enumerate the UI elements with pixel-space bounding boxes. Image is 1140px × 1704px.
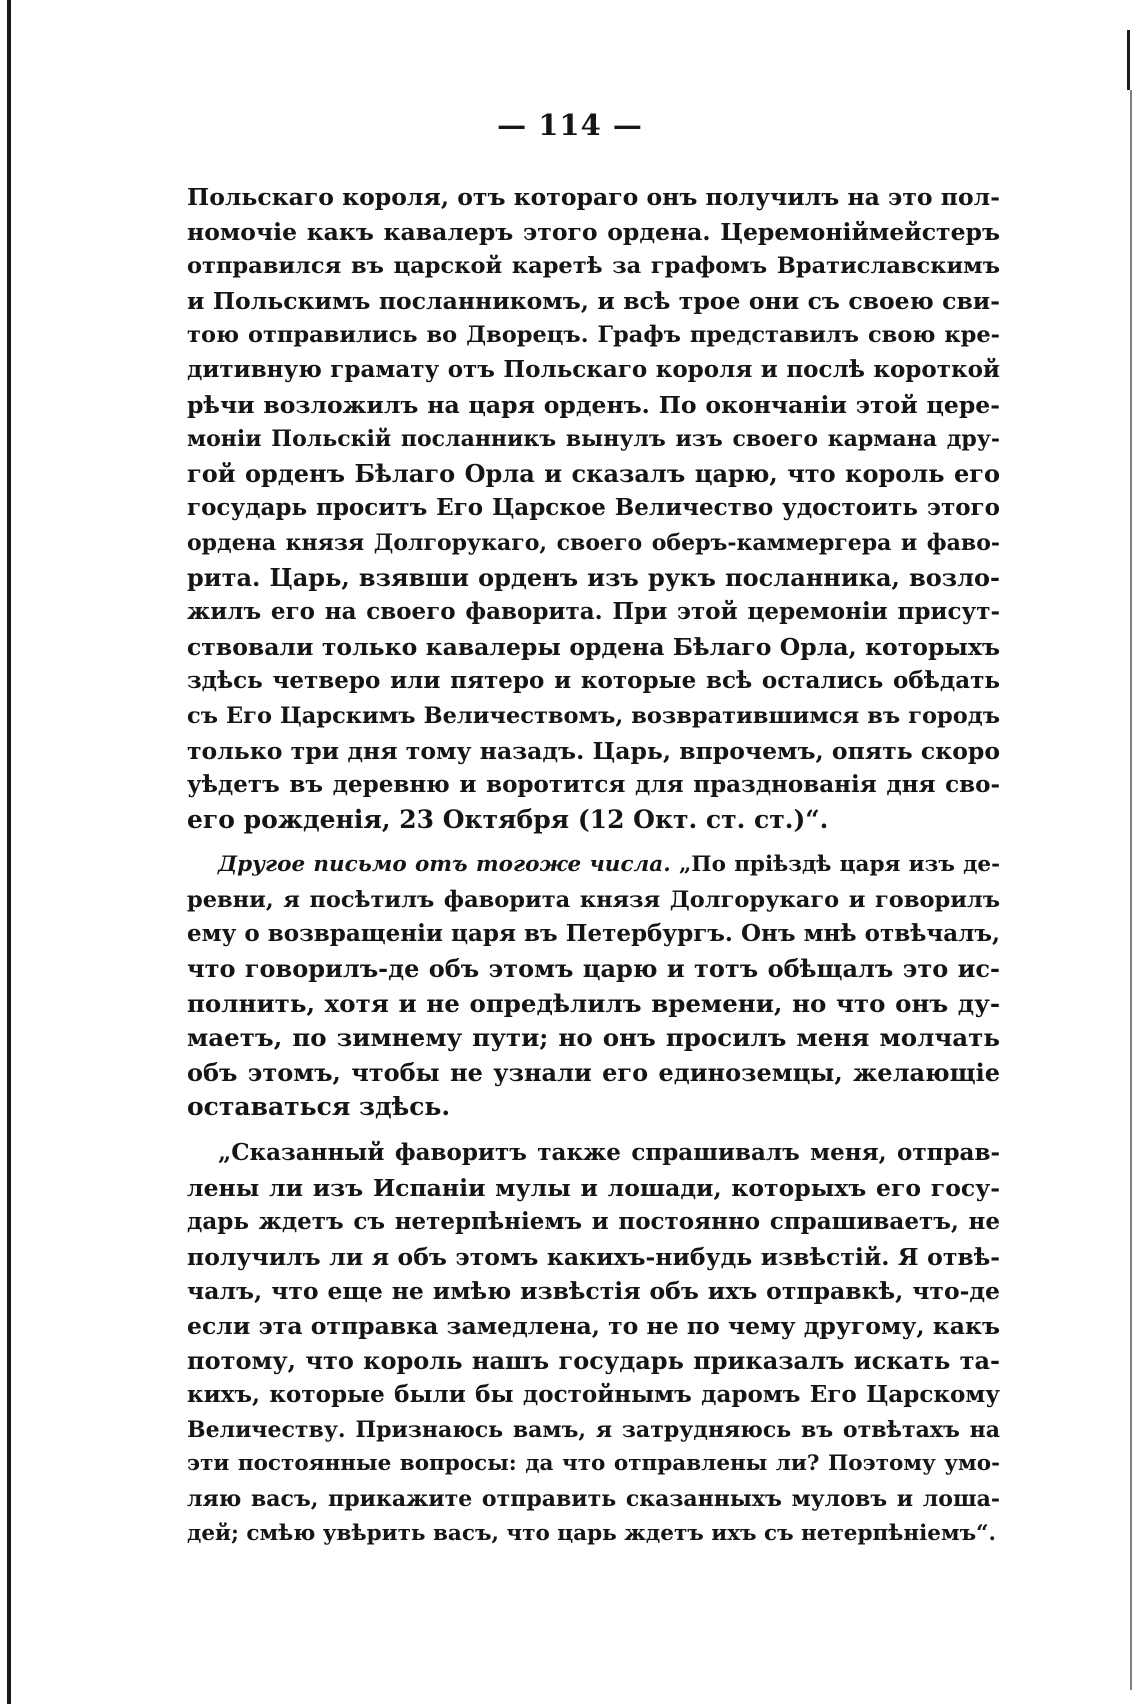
- text-line: здѣсь четверо или пятеро и которые всѣ остались обѣдать: [187, 667, 1000, 695]
- text-line: номочіе какъ кавалеръ этого ордена. Церемоніймейстеръ: [187, 217, 1000, 246]
- text-line: кихъ, которые были бы достойнымъ даромъ Его Царскому: [187, 1381, 1000, 1409]
- text-line: рита. Царь, взявши орденъ изъ рукъ посланника, возло-: [187, 562, 1000, 592]
- text-line: его рожденія, 23 Октября (12 Окт. ст. ст.)“.: [187, 804, 829, 834]
- text-line: и Польскимъ посланникомъ, и всѣ трое они съ своею сви-: [187, 286, 1000, 315]
- right-scan-edge: [1130, 90, 1132, 1690]
- text-line: только три дня тому назадъ. Царь, впрочемъ, опять скоро: [187, 736, 1000, 765]
- text-line: оставаться здѣсь.: [187, 1092, 451, 1122]
- paragraph-3: [187, 1136, 1000, 1551]
- text-line: тою отправились во Дворецъ. Графъ представилъ свою кре-: [187, 322, 1000, 349]
- text-line: маетъ, по зимнему пути; но онъ просилъ меня молчать: [187, 1023, 1000, 1053]
- text-line: дей; смѣю увѣрить васъ, что царь ждетъ ихъ съ нетерпѣніемъ“.: [187, 1520, 996, 1546]
- text-line: Величеству. Признаюсь вамъ, я затрудняюсь въ отвѣтахъ на: [187, 1416, 1000, 1443]
- text-line: чалъ, что еще не имѣю извѣстія объ ихъ отправкѣ, что-де: [187, 1277, 1000, 1306]
- text-line: дитивную грамату отъ Польскаго короля и послѣ короткой: [187, 355, 1000, 383]
- text-line: гой орденъ Бѣлаго Орла и сказалъ царю, что король его: [187, 458, 1000, 488]
- text-line: „Сказанный фаворитъ также спрашивалъ меня, отправ-: [218, 1139, 1000, 1167]
- text-line: полнить, хотя и не опредѣлилъ времени, но что онъ ду-: [187, 988, 1000, 1018]
- text-line: ему о возвращеніи царя въ Петербургъ. Онъ мнѣ отвѣчалъ,: [187, 920, 1000, 948]
- text-line: дарь ждетъ съ нетерпѣніемъ и постоянно спрашиваетъ, не: [187, 1208, 1000, 1236]
- text-run: „По пріѣздѣ царя изъ де-: [670, 852, 1000, 878]
- text-line: что говорилъ-де объ этомъ царю и тотъ обѣщалъ это ис-: [187, 954, 1000, 984]
- text-line: съ Его Царскимъ Величествомъ, возвратившимся въ городъ: [187, 702, 1000, 729]
- text-line: лены ли изъ Испаніи мулы и лошади, которыхъ его госу-: [187, 1173, 1000, 1202]
- text-line: получилъ ли я объ этомъ какихъ-нибудь извѣстій. Я отвѣ-: [187, 1242, 1000, 1271]
- paragraph-1: [187, 180, 1000, 837]
- letter-heading: Другое письмо отъ тогоже числа.: [218, 852, 671, 878]
- text-line: уѣдетъ въ деревню и воротится для празднованія дня сво-: [187, 771, 1000, 799]
- text-line: государь проситъ Его Царское Величество удостоить этого: [187, 494, 1000, 522]
- page-number: — 114 —: [497, 108, 643, 142]
- text-line: эти постоянные вопросы: да что отправлены ли? Поэтому умо-: [187, 1451, 1000, 1477]
- text-line: ревни, я посѣтилъ фаворита князя Долгорукаго и говорилъ: [187, 886, 1000, 913]
- text-line: потому, что король нашъ государь приказалъ искать та-: [187, 1345, 1000, 1375]
- text-line: объ этомъ, чтобы не узнали его единоземцы, желающіе: [187, 1057, 1000, 1087]
- text-line: Польскаго короля, отъ котораго онъ получилъ на это пол-: [187, 183, 1000, 211]
- paragraph-2: [187, 848, 1000, 1125]
- text-line: рѣчи возложилъ на царя орденъ. По окончаніи этой цере-: [187, 390, 1000, 419]
- text-line: если эта отправка замедлена, то не по чему другому, какъ: [187, 1312, 1000, 1340]
- text-line: ордена князя Долгорукаго, своего оберъ-каммергера и фаво-: [187, 529, 1000, 556]
- text-line: [187, 848, 1000, 883]
- text-line: ляю васъ, прикажите отправить сказанныхъ муловъ и лоша-: [187, 1485, 1000, 1512]
- right-scan-mark: [1127, 30, 1130, 90]
- text-line: отправился въ царской каретѣ за графомъ Вратиславскимъ: [187, 253, 1000, 280]
- text-line: жилъ его на своего фаворита. При этой церемоніи присут-: [187, 598, 1000, 626]
- text-line: моніи Польскій посланникъ вынулъ изъ своего кармана дру-: [187, 426, 1000, 453]
- left-scan-border: [7, 0, 11, 1704]
- page-body-text: [187, 180, 1000, 1551]
- text-line: ствовали только кавалеры ордена Бѣлаго Орла, которыхъ: [187, 632, 1000, 661]
